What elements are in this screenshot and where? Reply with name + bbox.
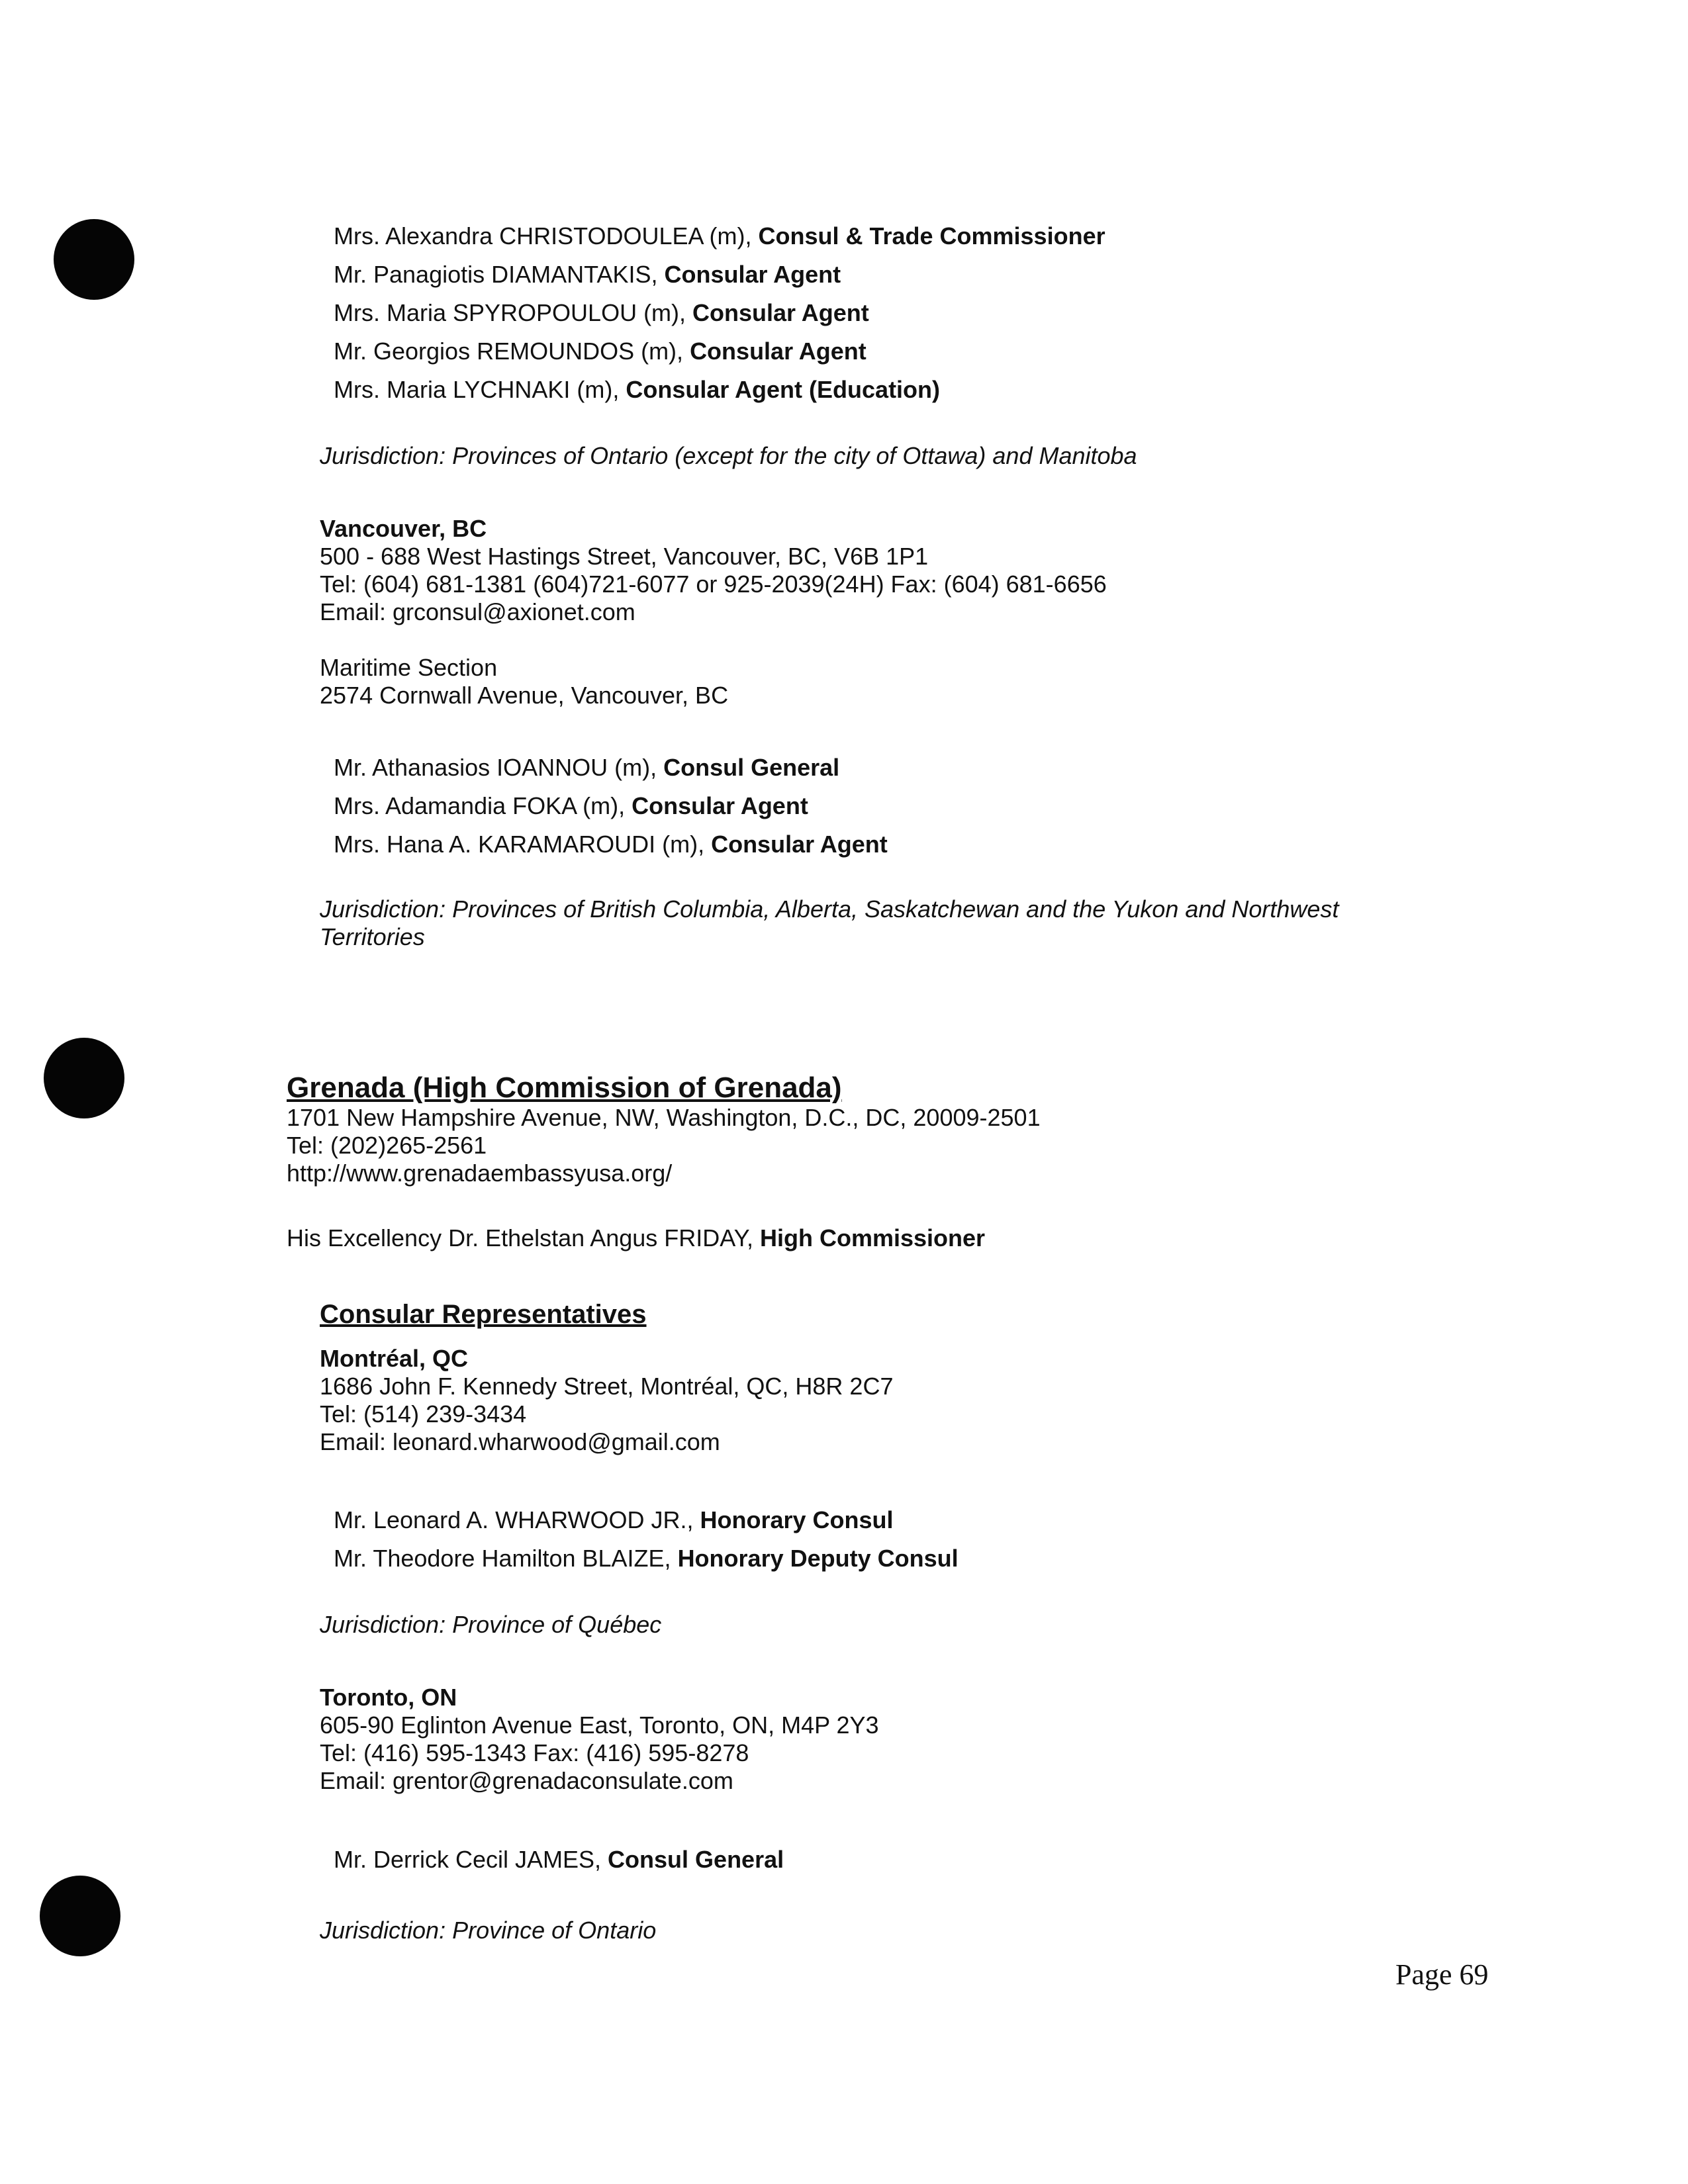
consular-representatives-heading: Consular Representatives bbox=[320, 1300, 647, 1329]
office-phone: Tel: (604) 681-1381 (604)721-6077 or 925-2039(24H) Fax: (604) 681-6656 bbox=[320, 570, 1107, 598]
grenada-high-commissioner: His Excellency Dr. Ethelstan Angus FRIDAY, High Commissioner bbox=[287, 1224, 986, 1251]
personnel-entry: Mr. Georgios REMOUNDOS (m), Consular Agent bbox=[334, 338, 867, 365]
grenada-address: 1701 New Hampshire Avenue, NW, Washington, D.C., DC, 20009-2501 bbox=[287, 1104, 1041, 1131]
office-email: Email: leonard.wharwood@gmail.com bbox=[320, 1428, 720, 1455]
office-email: Email: grconsul@axionet.com bbox=[320, 598, 635, 625]
grenada-heading: Grenada (High Commission of Grenada) bbox=[287, 1071, 842, 1104]
office-email: Email: grentor@grenadaconsulate.com bbox=[320, 1767, 733, 1794]
punch-hole-top bbox=[54, 219, 134, 300]
maritime-section bbox=[320, 654, 728, 709]
montreal-personnel bbox=[334, 1501, 959, 1578]
page-number: Page 69 bbox=[1395, 1958, 1489, 1991]
personnel-entry: Mr. Athanasios IOANNOU (m), Consul General bbox=[334, 754, 840, 781]
maritime-label: Maritime Section bbox=[320, 654, 498, 681]
office-city: Toronto, ON bbox=[320, 1684, 457, 1711]
office-phone: Tel: (514) 239-3434 bbox=[320, 1400, 527, 1428]
personnel-entry: Mr. Panagiotis DIAMANTAKIS, Consular Agent bbox=[334, 261, 841, 288]
office-address: 500 - 688 West Hastings Street, Vancouver, BC, V6B 1P1 bbox=[320, 543, 929, 570]
personnel-entry: Mrs. Maria SPYROPOULOU (m), Consular Agent bbox=[334, 299, 869, 326]
maritime-address: 2574 Cornwall Avenue, Vancouver, BC bbox=[320, 682, 729, 709]
office-phone: Tel: (416) 595-1343 Fax: (416) 595-8278 bbox=[320, 1739, 749, 1766]
jurisdiction-ontario-manitoba: Jurisdiction: Provinces of Ontario (except for the city of Ottawa) and Manitoba bbox=[320, 442, 1137, 469]
toronto-office bbox=[320, 1684, 879, 1795]
toronto-personnel bbox=[334, 1841, 784, 1879]
office-address: 605-90 Eglinton Avenue East, Toronto, ON, M4P 2Y3 bbox=[320, 1711, 879, 1739]
montreal-office bbox=[320, 1345, 893, 1456]
personnel-entry: Mr. Theodore Hamilton BLAIZE, Honorary Deputy Consul bbox=[334, 1545, 959, 1572]
jurisdiction-western-provinces bbox=[320, 895, 1338, 951]
punch-hole-bottom bbox=[40, 1876, 120, 1956]
personnel-entry: Mr. Derrick Cecil JAMES, Consul General bbox=[334, 1846, 784, 1873]
grenada-website: http://www.grenadaembassyusa.org/ bbox=[287, 1160, 673, 1187]
greece-toronto-personnel bbox=[334, 217, 1105, 409]
grenada-phone: Tel: (202)265-2561 bbox=[287, 1132, 487, 1159]
office-city: Vancouver, BC bbox=[320, 515, 487, 542]
personnel-entry: Mrs. Hana A. KARAMAROUDI (m), Consular Agent bbox=[334, 831, 888, 858]
punch-hole-middle bbox=[44, 1038, 124, 1118]
jurisdiction-quebec: Jurisdiction: Province of Québec bbox=[320, 1611, 662, 1638]
vancouver-personnel bbox=[334, 749, 888, 864]
office-city: Montréal, QC bbox=[320, 1345, 469, 1372]
personnel-entry: Mr. Leonard A. WHARWOOD JR., Honorary Consul bbox=[334, 1506, 894, 1533]
grenada-contact bbox=[287, 1104, 1041, 1187]
vancouver-office bbox=[320, 515, 1107, 626]
jurisdiction-line: Jurisdiction: Provinces of British Columbia, Alberta, Saskatchewan and the Yukon and Northwest bbox=[320, 895, 1339, 923]
personnel-entry: Mrs. Alexandra CHRISTODOULEA (m), Consul & Trade Commissioner bbox=[334, 222, 1105, 250]
jurisdiction-line: Territories bbox=[320, 923, 425, 950]
personnel-entry: Mrs. Maria LYCHNAKI (m), Consular Agent (Education) bbox=[334, 376, 941, 403]
jurisdiction-ontario: Jurisdiction: Province of Ontario bbox=[320, 1917, 657, 1944]
personnel-entry: Mrs. Adamandia FOKA (m), Consular Agent bbox=[334, 792, 808, 819]
office-address: 1686 John F. Kennedy Street, Montréal, QC, H8R 2C7 bbox=[320, 1373, 894, 1400]
